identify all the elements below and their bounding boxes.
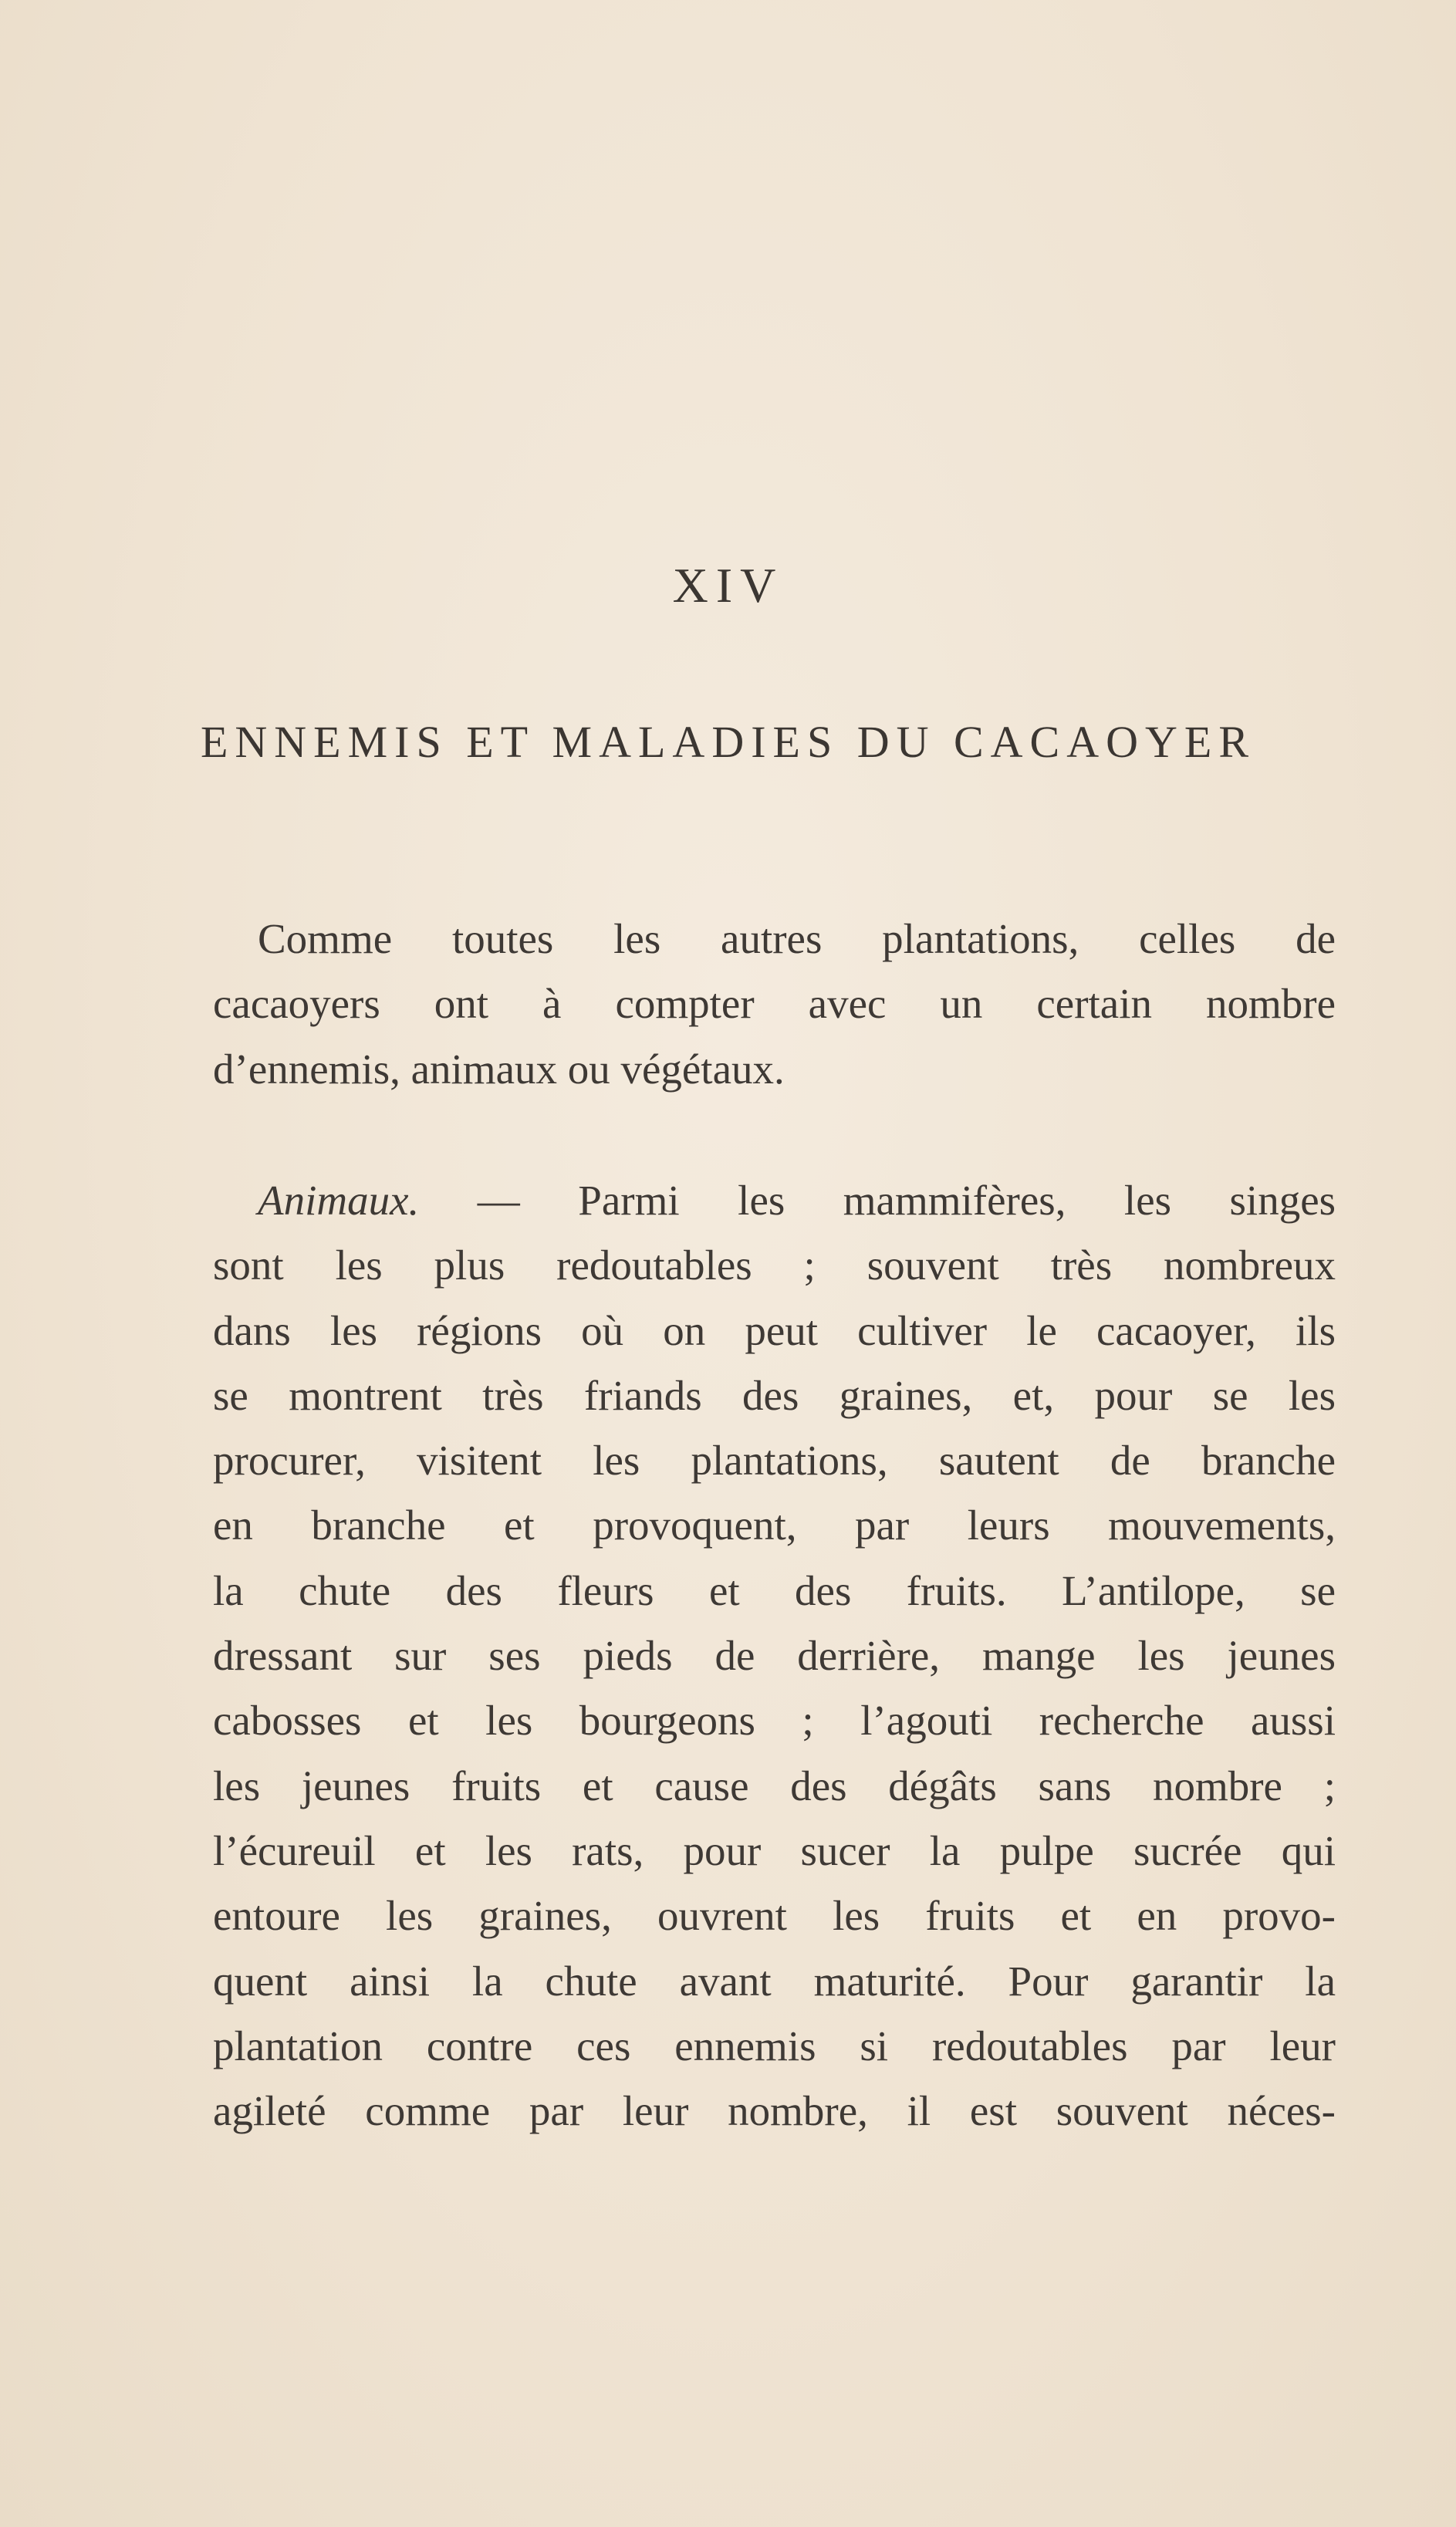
paragraph-line: entoure les graines, ouvrent les fruits et en provo- xyxy=(213,1892,1336,1940)
paragraph-line: en branche et provoquent, par leurs mouvements, xyxy=(213,1502,1336,1549)
paragraph-line: quent ainsi la chute avant maturité. Pour garantir la xyxy=(213,1957,1336,2005)
chapter-number: XIV xyxy=(672,558,784,613)
paragraph-line: la chute des fleurs et des fruits. L’antilope, se xyxy=(213,1566,1336,1614)
paragraph-line: l’écureuil et les rats, pour sucer la pulpe sucrée qui xyxy=(213,1826,1336,1874)
paragraph-intro xyxy=(213,907,1336,1102)
chapter-title: ENNEMIS ET MALADIES DU CACAOYER xyxy=(200,717,1256,767)
paragraph-line-text: — Parmi les mammifères, les singes xyxy=(477,1177,1336,1224)
paragraph-line: Comme toutes les autres plantations, celles de xyxy=(258,915,1336,962)
paragraph-line: agileté comme par leur nombre, il est souvent néces- xyxy=(213,2087,1336,2135)
paragraph-animaux xyxy=(213,1168,1336,2144)
paragraph-line: dressant sur ses pieds de derrière, mange les jeunes xyxy=(213,1632,1336,1680)
paragraph-line: d’ennemis, animaux ou végétaux. xyxy=(213,1045,785,1093)
paragraph-line: dans les régions où on peut cultiver le cacaoyer, ils xyxy=(213,1306,1336,1354)
paragraph-line: se montrent très friands des graines, et, pour se les xyxy=(213,1371,1336,1419)
paragraph-line: sont les plus redoutables ; souvent très nombreux xyxy=(213,1242,1336,1289)
paragraph-line: les jeunes fruits et cause des dégâts sans nombre ; xyxy=(213,1762,1336,1809)
paragraph-line: cacaoyers ont à compter avec un certain nombre xyxy=(213,980,1336,1028)
paragraph-line: cabosses et les bourgeons ; l’agouti recherche aussi xyxy=(213,1697,1336,1745)
section-heading: Animaux. xyxy=(258,1177,420,1224)
paragraph-line: procurer, visitent les plantations, sautent de branche xyxy=(213,1437,1336,1485)
paragraph-line: plantation contre ces ennemis si redoutables par leur xyxy=(213,2022,1336,2069)
paragraph-first-line xyxy=(213,1168,1336,1233)
